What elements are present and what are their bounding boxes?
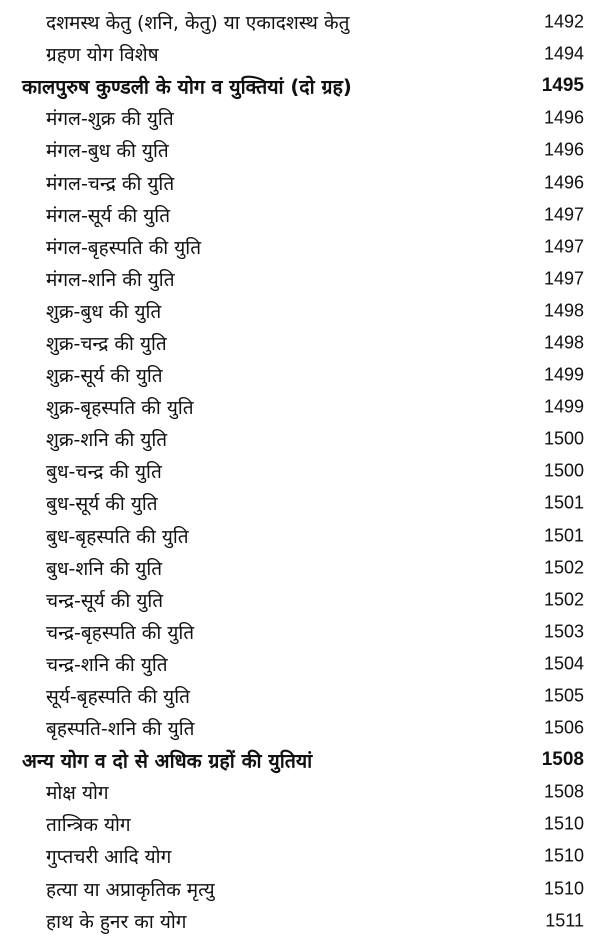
toc-entry bbox=[0, 327, 600, 359]
entry-title: मंगल-बृहस्पति की युति bbox=[46, 236, 202, 259]
toc-entry bbox=[0, 776, 600, 808]
toc-entry bbox=[0, 231, 600, 263]
entry-title: चन्द्र-शनि की युति bbox=[46, 653, 168, 676]
page-number: 1508 bbox=[543, 781, 584, 802]
page-number: 1492 bbox=[543, 11, 584, 32]
entry-title: सूर्य-बृहस्पति की युति bbox=[46, 686, 190, 709]
entry-title: बुध-चन्द्र की युति bbox=[46, 461, 162, 484]
page-number: 1495 bbox=[541, 75, 584, 97]
toc-entry bbox=[0, 359, 600, 391]
page-number: 1498 bbox=[543, 332, 584, 353]
page-number: 1508 bbox=[541, 749, 584, 771]
entry-title: शुक्र-सूर्य की युति bbox=[46, 365, 163, 388]
page-number: 1494 bbox=[543, 43, 584, 64]
page-number: 1496 bbox=[543, 139, 584, 160]
entry-title: बृहस्पति-शनि की युति bbox=[46, 718, 195, 741]
toc-entry bbox=[0, 616, 600, 648]
entry-title: चन्द्र-सूर्य की युति bbox=[46, 589, 164, 612]
page-number: 1500 bbox=[543, 428, 584, 449]
page-number: 1499 bbox=[543, 364, 584, 385]
toc-entry bbox=[0, 38, 600, 70]
toc-entry bbox=[0, 102, 600, 134]
page-number: 1510 bbox=[543, 813, 584, 834]
toc-entry bbox=[0, 423, 600, 455]
toc-entry bbox=[0, 584, 600, 616]
toc-entry bbox=[0, 648, 600, 680]
entry-title: हत्या या अप्राकृतिक मृत्यु bbox=[46, 878, 215, 901]
toc-entry bbox=[0, 840, 600, 872]
page-number: 1502 bbox=[543, 557, 584, 578]
toc-section-heading bbox=[0, 744, 600, 776]
entry-title: शुक्र-शनि की युति bbox=[46, 429, 168, 452]
page-number: 1501 bbox=[543, 492, 584, 513]
toc-entry bbox=[0, 873, 600, 905]
section-title: कालपुरुष कुण्डली के योग व युक्तियां (दो ग्रह) bbox=[22, 75, 352, 99]
page-number: 1510 bbox=[543, 878, 584, 899]
page-number: 1503 bbox=[543, 621, 584, 642]
entry-title: शुक्र-बुध की युति bbox=[46, 300, 162, 323]
toc-entry bbox=[0, 680, 600, 712]
toc-entry bbox=[0, 134, 600, 166]
entry-title: बुध-शनि की युति bbox=[46, 557, 163, 580]
entry-title: मंगल-शनि की युति bbox=[46, 268, 175, 291]
entry-title: मंगल-सूर्य की युति bbox=[46, 204, 171, 227]
page-number: 1505 bbox=[543, 685, 584, 706]
page-number: 1496 bbox=[543, 172, 584, 193]
entry-title: बुध-सूर्य की युति bbox=[46, 493, 158, 516]
section-title: अन्य योग व दो से अधिक ग्रहों की युतियां bbox=[22, 749, 313, 773]
toc-entry bbox=[0, 905, 600, 937]
entry-title: मंगल-शुक्र की युति bbox=[46, 108, 174, 131]
entry-title: ग्रहण योग विशेष bbox=[46, 44, 159, 67]
entry-title: बुध-बृहस्पति की युति bbox=[46, 525, 189, 548]
toc-entry bbox=[0, 712, 600, 744]
entry-title: मंगल-बुध की युति bbox=[46, 140, 169, 163]
entry-title: चन्द्र-बृहस्पति की युति bbox=[46, 621, 195, 644]
page-number: 1500 bbox=[543, 460, 584, 481]
page-number: 1511 bbox=[545, 910, 584, 931]
page-number: 1502 bbox=[543, 589, 584, 610]
page-number: 1497 bbox=[543, 268, 584, 289]
entry-title: शुक्र-चन्द्र की युति bbox=[46, 332, 167, 355]
page-number: 1499 bbox=[543, 396, 584, 417]
page-number: 1497 bbox=[543, 236, 584, 257]
toc-entry bbox=[0, 552, 600, 584]
toc-entry bbox=[0, 166, 600, 198]
toc-entry bbox=[0, 6, 600, 38]
page-number: 1498 bbox=[543, 300, 584, 321]
page-number: 1504 bbox=[543, 653, 584, 674]
page-number: 1510 bbox=[543, 845, 584, 866]
page-number: 1506 bbox=[543, 717, 584, 738]
entry-title: तान्त्रिक योग bbox=[46, 814, 131, 837]
entry-title: मंगल-चन्द्र की युति bbox=[46, 172, 175, 195]
entry-title: दशमस्थ केतु (शनि, केतु) या एकादशस्थ केतु bbox=[46, 12, 350, 35]
toc-entry bbox=[0, 455, 600, 487]
page-number: 1497 bbox=[543, 204, 584, 225]
toc-entry bbox=[0, 520, 600, 552]
toc-entry bbox=[0, 487, 600, 519]
toc-entry bbox=[0, 295, 600, 327]
table-of-contents bbox=[0, 6, 600, 937]
entry-title: शुक्र-बृहस्पति की युति bbox=[46, 397, 194, 420]
entry-title: हाथ के हुनर का योग bbox=[46, 910, 187, 933]
toc-section-heading bbox=[0, 70, 600, 102]
page-number: 1496 bbox=[543, 107, 584, 128]
toc-entry bbox=[0, 808, 600, 840]
toc-entry bbox=[0, 263, 600, 295]
toc-entry bbox=[0, 391, 600, 423]
page-number: 1501 bbox=[543, 525, 584, 546]
entry-title: गुप्तचरी आदि योग bbox=[46, 846, 172, 869]
entry-title: मोक्ष योग bbox=[46, 782, 109, 805]
toc-entry bbox=[0, 199, 600, 231]
